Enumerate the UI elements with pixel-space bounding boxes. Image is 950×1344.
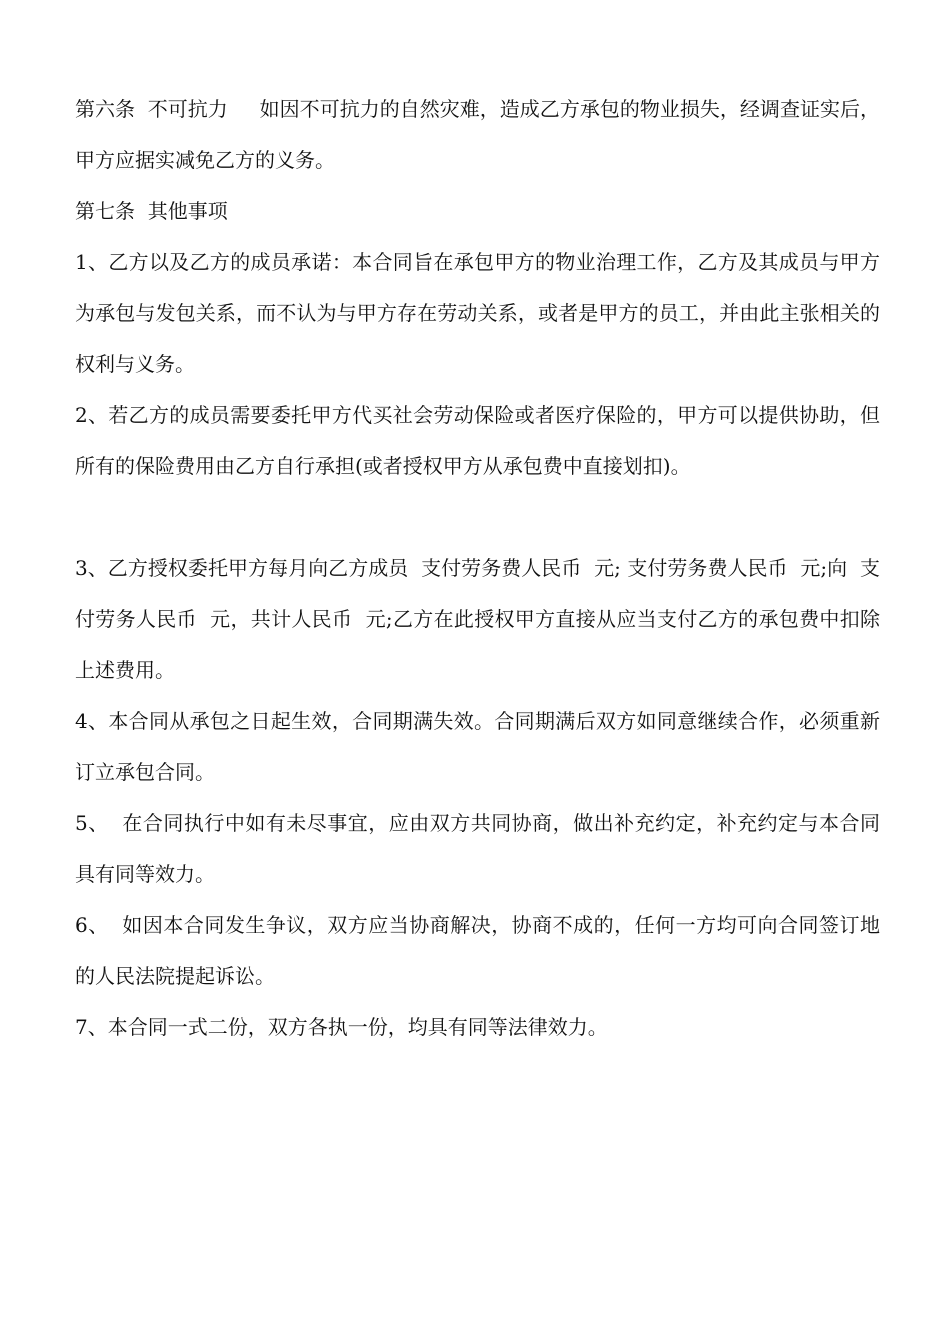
clause-1: 1、乙方以及乙方的成员承诺：本合同旨在承包甲方的物业治理工作，乙方及其成员与甲方为承包与发包关系，而不认为与甲方存在劳动关系，或者是甲方的员工，并由此主张相关的权利与义务。: [75, 250, 880, 376]
clause-5: 5、 在合同执行中如有未尽事宜，应由双方共同协商，做出补充约定，补充约定与本合同具有同等效力。: [75, 811, 880, 886]
article-6-force-majeure: 第六条 不可抗力 如因不可抗力的自然灾难，造成乙方承包的物业损失，经调查证实后，甲方应据实减免乙方的义务。: [75, 97, 880, 172]
document-page: [75, 84, 880, 1053]
clause-4: 4、本合同从承包之日起生效，合同期满失效。合同期满后双方如同意继续合作，必须重新订立承包合同。: [75, 709, 880, 784]
blank-line: [75, 492, 880, 543]
clause-6: 6、 如因本合同发生争议，双方应当协商解决，协商不成的，任何一方均可向合同签订地的人民法院提起诉讼。: [75, 913, 880, 988]
article-7-heading: 第七条 其他事项: [75, 199, 228, 223]
clause-2: 2、若乙方的成员需要委托甲方代买社会劳动保险或者医疗保险的，甲方可以提供协助，但所有的保险费用由乙方自行承担(或者授权甲方从承包费中直接划扣)。: [75, 403, 880, 478]
clause-7: 7、本合同一式二份，双方各执一份，均具有同等法律效力。: [75, 1015, 608, 1039]
clause-3: 3、乙方授权委托甲方每月向乙方成员 支付劳务费人民币 元; 支付劳务费人民币 元;向 支付劳务人民币 元，共计人民币 元;乙方在此授权甲方直接从应当支付乙方的承包费中扣除上述费用。: [75, 556, 880, 682]
